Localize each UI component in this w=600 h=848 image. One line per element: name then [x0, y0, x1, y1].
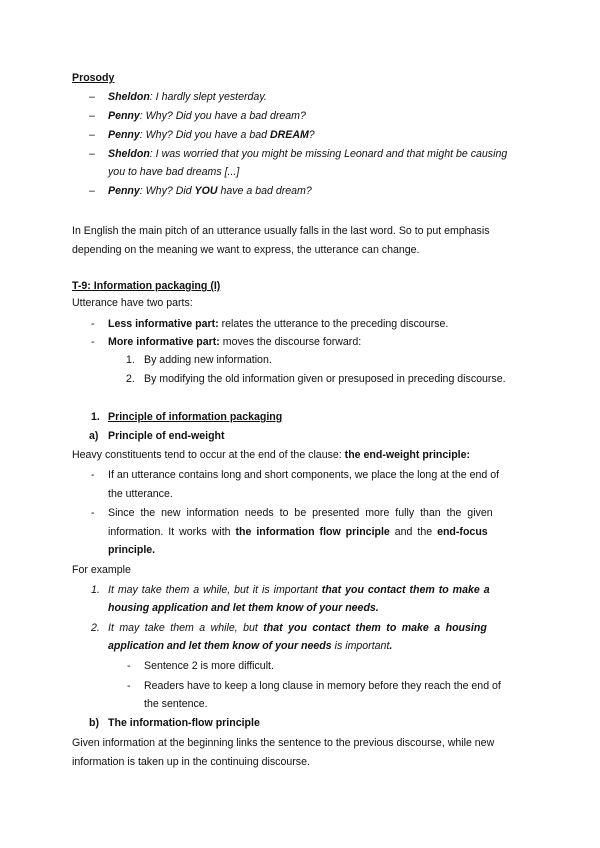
- part-text: moves the discourse forward:: [219, 336, 362, 348]
- speaker-name: Sheldon: [108, 91, 150, 103]
- principle-name: end-focus: [437, 526, 488, 538]
- dash-marker: -: [91, 336, 95, 348]
- principle-name: the information flow principle: [235, 526, 390, 538]
- example-number: 2.: [91, 622, 100, 634]
- example-text: It may take them a while, but it is important that you contact them to make a: [108, 584, 490, 596]
- subheading-title: Principle of end-weight: [108, 430, 225, 442]
- dialogue-text: Penny: Why? Did YOU have a bad dream?: [108, 185, 312, 197]
- sub-item-text: By adding new information.: [144, 354, 272, 366]
- for-example-label: For example: [72, 564, 131, 576]
- dash-marker: –: [89, 110, 95, 122]
- note-text: Sentence 2 is more difficult.: [144, 660, 274, 672]
- flow-text-line: Given information at the beginning links the sentence to the previous discourse, while new: [72, 737, 495, 749]
- dialogue-text: Penny: Why? Did you have a bad dream?: [108, 110, 306, 122]
- example-number: 1.: [91, 584, 100, 596]
- section-heading: T-9: Information packaging (I): [72, 280, 221, 292]
- subheading-letter: b): [89, 717, 99, 729]
- prosody-explanation-line: depending on the meaning we want to express, the utterance can change.: [72, 244, 420, 256]
- bullet-text: Since the new information needs to be presented more fully than the given: [108, 507, 493, 519]
- note-continuation: the sentence.: [144, 698, 208, 710]
- part-label: More informative part:: [108, 336, 220, 348]
- subheading-letter: a): [89, 430, 99, 442]
- prosody-explanation-line: In English the main pitch of an utterance usually falls in the last word. So to put emphasis: [72, 225, 490, 237]
- bullet-text: If an utterance contains long and short components, we place the long at the end of: [108, 469, 500, 481]
- dialogue-text: Sheldon: I was worried that you might be missing Leonard and that might be causing: [108, 148, 508, 160]
- flow-text-line: information is taken up in the continuing discourse.: [72, 756, 310, 768]
- part-text: relates the utterance to the preceding discourse.: [218, 318, 449, 330]
- dash-marker: -: [91, 469, 95, 481]
- dialogue-continuation: you to have bad dreams [...]: [108, 166, 240, 178]
- subheading-title: The information-flow principle: [108, 717, 260, 729]
- dash-marker: –: [89, 185, 95, 197]
- speaker-name: Sheldon: [108, 148, 150, 160]
- dash-marker: –: [89, 129, 95, 141]
- item-number: 2.: [126, 373, 135, 385]
- heading-number: 1.: [91, 411, 100, 423]
- emphasis: application and let them know of your needs: [108, 640, 332, 652]
- example-text: It may take them a while, but that you contact them to make a housing: [108, 622, 487, 634]
- section-intro: Utterance have two parts:: [72, 297, 193, 309]
- bullet-continuation: the utterance.: [108, 488, 173, 500]
- emphasis: YOU: [194, 185, 218, 197]
- dash-marker: –: [89, 91, 95, 103]
- sub-item-text: By modifying the old information given or presuposed in preceding discourse.: [144, 373, 506, 385]
- speaker-name: Penny: [108, 110, 140, 122]
- item-number: 1.: [126, 354, 135, 366]
- dash-marker: -: [91, 318, 95, 330]
- bullet-continuation: information. It works with the information flow principle and the end-focus: [108, 526, 488, 538]
- part-label: Less informative part:: [108, 318, 219, 330]
- dash-marker: -: [127, 680, 131, 692]
- dialogue-text: Penny: Why? Did you have a bad DREAM?: [108, 129, 315, 141]
- emphasis: DREAM: [269, 129, 309, 141]
- example-continuation: application and let them know of your needs is important.: [108, 640, 393, 652]
- dash-marker: -: [127, 660, 131, 672]
- note-text: Readers have to keep a long clause in memory before they reach the end of: [144, 680, 501, 692]
- heading-title: Principle of information packaging: [108, 411, 283, 423]
- bullet-continuation: principle.: [108, 544, 156, 556]
- dialogue-text: Sheldon: I hardly slept yesterday.: [108, 91, 267, 103]
- end-weight-intro: Heavy constituents tend to occur at the end of the clause: the end-weight principle:: [72, 449, 471, 461]
- dash-marker: -: [91, 507, 95, 519]
- dash-marker: –: [89, 148, 95, 160]
- emphasis: that you contact them to make a: [321, 584, 490, 596]
- principle-name: the end-weight principle:: [344, 449, 471, 461]
- emphasis: that you contact them to make a housing: [263, 622, 487, 634]
- speaker-name: Penny: [108, 185, 140, 197]
- prosody-heading: Prosody: [72, 72, 115, 84]
- example-continuation: housing application and let them know of your needs.: [108, 602, 379, 614]
- speaker-name: Penny: [108, 129, 140, 141]
